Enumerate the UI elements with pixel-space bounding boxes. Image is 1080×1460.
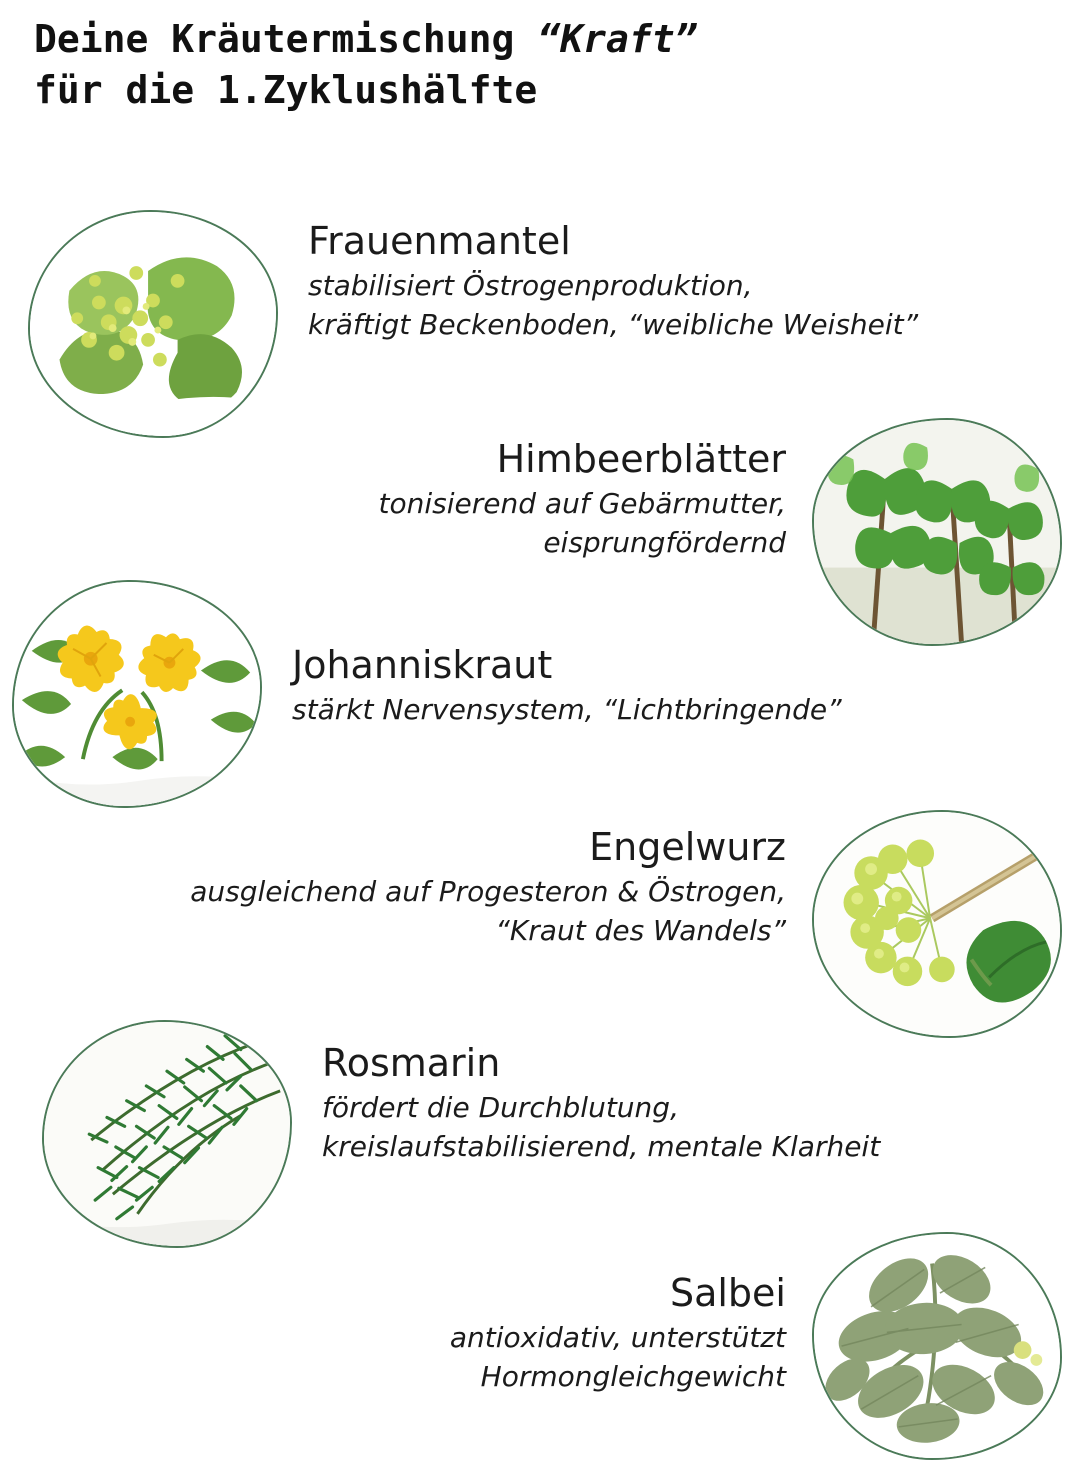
salbei-illustration xyxy=(814,1234,1060,1458)
herb-name: Rosmarin xyxy=(322,1041,501,1085)
herb-name: Frauenmantel xyxy=(308,219,571,263)
herb-desc-line-1: ausgleichend auf Progesteron & Östrogen, xyxy=(190,874,786,908)
salbei-photo xyxy=(812,1232,1062,1460)
salbei-text xyxy=(450,1232,786,1397)
johanniskraut-text xyxy=(292,580,842,729)
title-emphasis: “Kraft” xyxy=(537,17,698,61)
herb-entry-frauenmantel xyxy=(28,210,918,438)
rosmarin-photo xyxy=(42,1020,292,1248)
frauenmantel-illustration xyxy=(30,212,276,436)
title-line-2: für die 1.Zyklushälfte xyxy=(34,68,538,113)
herb-desc-line-1: stärkt Nervensystem, “Lichtbringende” xyxy=(292,692,842,726)
title-line-1 xyxy=(34,14,1044,65)
himbeerblaetter-text xyxy=(379,418,786,563)
title-line-1-prefix: Deine Kräutermischung xyxy=(34,17,538,61)
engelwurz-photo xyxy=(812,810,1062,1038)
herb-desc-line-1: antioxidativ, unterstützt xyxy=(449,1320,786,1354)
herb-entry-salbei xyxy=(450,1232,1062,1460)
johanniskraut-illustration xyxy=(14,582,260,806)
herb-entry-engelwurz xyxy=(190,810,1062,1038)
herb-name: Salbei xyxy=(669,1271,786,1315)
herb-name: Johanniskraut xyxy=(292,643,553,687)
herb-desc-line-1: stabilisiert Östrogenproduktion, xyxy=(308,268,753,302)
herb-desc-line-2: “Kraut des Wandels” xyxy=(495,914,786,948)
engelwurz-illustration xyxy=(814,812,1060,1036)
johanniskraut-photo xyxy=(12,580,262,808)
herb-desc-line-1: tonisierend auf Gebärmutter, xyxy=(378,486,786,520)
herb-entry-rosmarin xyxy=(42,1020,880,1248)
himbeerblaetter-photo xyxy=(812,418,1062,646)
herb-name: Himbeerblätter xyxy=(496,437,786,481)
frauenmantel-photo xyxy=(28,210,278,438)
rosmarin-illustration xyxy=(44,1022,290,1246)
herb-desc-line-2: Hormongleichgewicht xyxy=(480,1360,786,1394)
page-title xyxy=(34,14,1044,117)
herb-desc-line-2: kreislaufstabilisierend, mentale Klarheit xyxy=(322,1130,881,1164)
herb-name: Engelwurz xyxy=(589,825,786,869)
herb-desc-line-1: fördert die Durchblutung, xyxy=(322,1090,679,1124)
himbeerblaetter-illustration xyxy=(814,420,1060,644)
rosmarin-text xyxy=(322,1020,880,1167)
frauenmantel-text xyxy=(308,210,918,345)
herb-desc-line-2: kräftigt Beckenboden, “weibliche Weisheit” xyxy=(308,308,919,342)
engelwurz-text xyxy=(190,810,786,951)
herb-desc-line-2: eisprungfördernd xyxy=(543,526,786,560)
herb-entry-johanniskraut xyxy=(12,580,842,808)
